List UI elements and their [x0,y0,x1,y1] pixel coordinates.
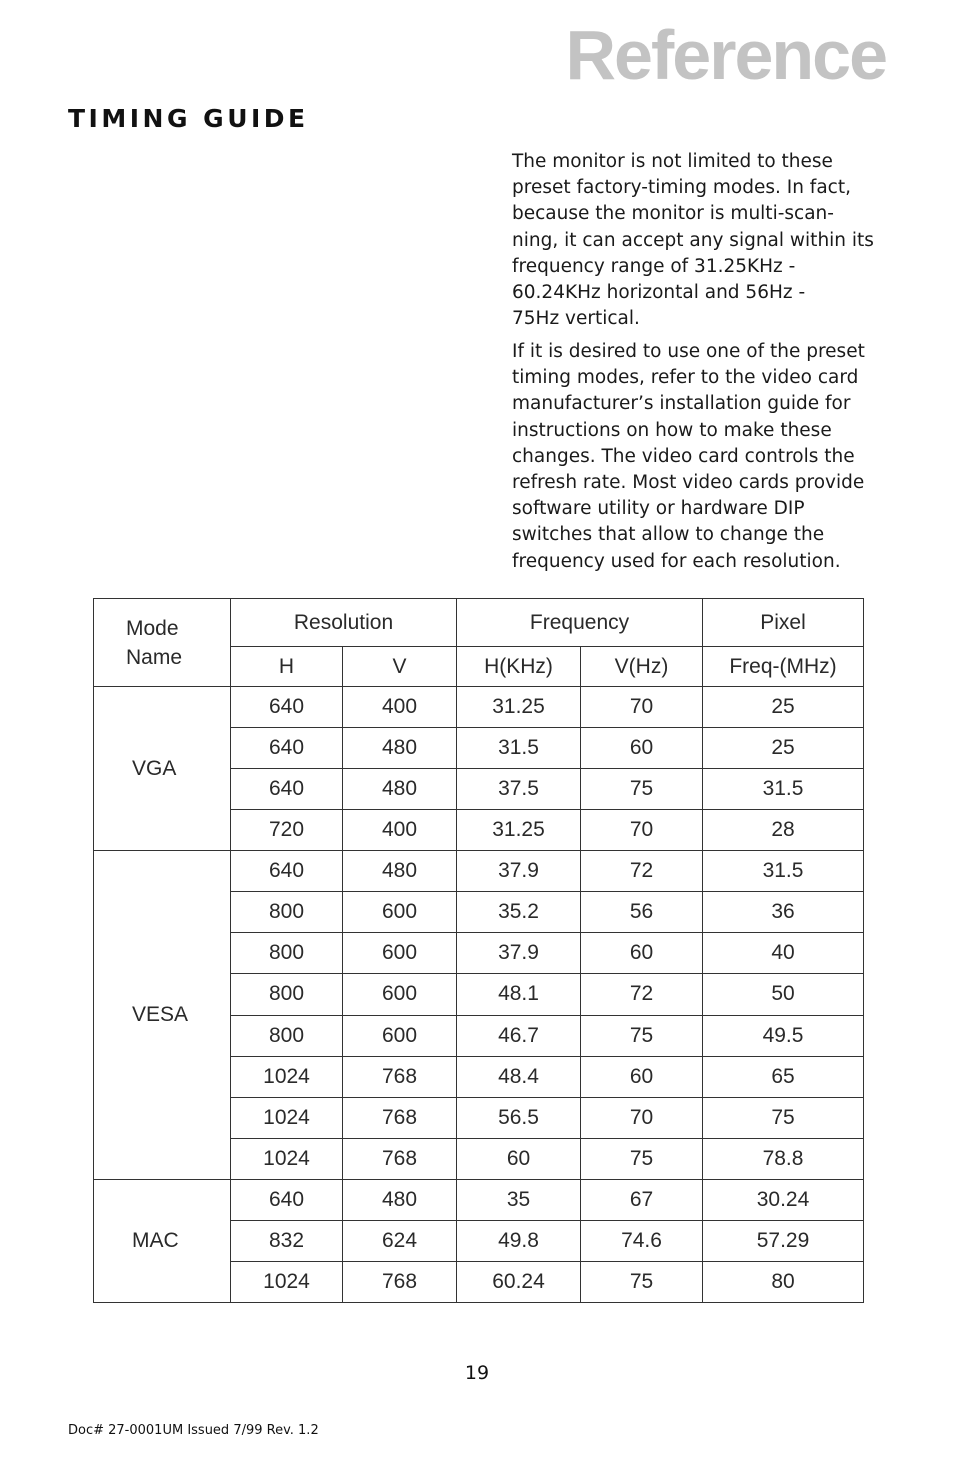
h-resolution-cell: 640 [231,769,343,810]
pixel-frequency-cell: 80 [703,1261,864,1302]
pixel-frequency-cell: 30.24 [703,1179,864,1220]
v-frequency-cell: 75 [581,1138,703,1179]
h-resolution-cell: 832 [231,1220,343,1261]
h-resolution-cell: 640 [231,851,343,892]
h-frequency-cell: 60.24 [457,1261,581,1302]
frequency-header: Frequency [457,599,703,647]
v-resolution-cell: 480 [343,851,457,892]
v-frequency-cell: 75 [581,1261,703,1302]
mode-header-line2: Name [126,645,183,669]
v-resolution-cell: 480 [343,1179,457,1220]
h-frequency-cell: 56.5 [457,1097,581,1138]
v-frequency-cell: 60 [581,1056,703,1097]
v-resolution-cell: 400 [343,810,457,851]
h-resolution-cell: 800 [231,892,343,933]
timing-table-body [94,687,864,1303]
mode-name-cell: VESA [94,851,231,1180]
resolution-header: Resolution [231,599,457,647]
intro-paragraph: The monitor is not limited to these preset factory-timing modes. In fact, because the monitor is multi-scan- ning, it can accept any signal within its frequency range of 31.25KHz - 60.24KHz horizontal and 56Hz - 75Hz vertical. [512,151,874,330]
h-frequency-cell: 35 [457,1179,581,1220]
v-frequency-cell: 67 [581,1179,703,1220]
v-frequency-cell: 72 [581,974,703,1015]
pixel-frequency-cell: 36 [703,892,864,933]
h-frequency-cell: 46.7 [457,1015,581,1056]
h-frequency-cell: 31.5 [457,728,581,769]
h-resolution-cell: 640 [231,687,343,728]
h-resolution-cell: 1024 [231,1261,343,1302]
h-frequency-cell: 49.8 [457,1220,581,1261]
mode-name-cell: MAC [94,1179,231,1302]
v-resolution-cell: 768 [343,1097,457,1138]
pixel-frequency-cell: 49.5 [703,1015,864,1056]
h-resolution-cell: 1024 [231,1097,343,1138]
v-frequency-cell: 75 [581,769,703,810]
page-header-reference: Reference [565,16,886,94]
h-frequency-cell: 48.4 [457,1056,581,1097]
v-resolution-cell: 768 [343,1138,457,1179]
mode-name-cell: VGA [94,687,231,851]
pixel-frequency-cell: 25 [703,728,864,769]
v-resolution-cell: 768 [343,1056,457,1097]
h-resolution-cell: 1024 [231,1056,343,1097]
document-info: Doc# 27-0001UM Issued 7/99 Rev. 1.2 [68,1423,319,1438]
h-resolution-cell: 720 [231,810,343,851]
h-frequency-cell: 37.5 [457,769,581,810]
h-frequency-cell: 31.25 [457,687,581,728]
section-title: TIMING GUIDE [68,104,309,133]
pixel-frequency-header: Freq-(MHz) [703,647,864,687]
pixel-frequency-cell: 57.29 [703,1220,864,1261]
page-number: 19 [464,1362,490,1384]
h-frequency-cell: 37.9 [457,933,581,974]
v-resolution-cell: 600 [343,974,457,1015]
v-frequency-cell: 70 [581,1097,703,1138]
mode-header-line1: Mode [126,616,179,640]
v-frequency-cell: 75 [581,1015,703,1056]
pixel-header: Pixel [703,599,864,647]
h-resolution-header: H [231,647,343,687]
h-frequency-cell: 37.9 [457,851,581,892]
pixel-frequency-cell: 40 [703,933,864,974]
h-frequency-cell: 35.2 [457,892,581,933]
h-resolution-cell: 1024 [231,1138,343,1179]
v-resolution-cell: 400 [343,687,457,728]
v-resolution-header: V [343,647,457,687]
table-row [94,1179,864,1220]
v-resolution-cell: 600 [343,933,457,974]
v-resolution-cell: 600 [343,1015,457,1056]
pixel-frequency-cell: 50 [703,974,864,1015]
v-resolution-cell: 624 [343,1220,457,1261]
v-frequency-cell: 72 [581,851,703,892]
mode-name-header [94,599,231,687]
timing-table [93,598,864,1303]
h-frequency-header: H(KHz) [457,647,581,687]
h-frequency-cell: 60 [457,1138,581,1179]
h-frequency-cell: 48.1 [457,974,581,1015]
v-frequency-cell: 60 [581,728,703,769]
table-row [94,687,864,728]
v-frequency-cell: 60 [581,933,703,974]
h-frequency-cell: 31.25 [457,810,581,851]
v-frequency-cell: 74.6 [581,1220,703,1261]
instructions-paragraph: If it is desired to use one of the preset timing modes, refer to the video card manufacturer’s installation guide for instructions on how to make these changes. The video card controls the refresh rate. Most video cards provide software utility or hardware DIP switches that allow to change the frequency used for each resolution. [512,341,865,572]
pixel-frequency-cell: 65 [703,1056,864,1097]
pixel-frequency-cell: 31.5 [703,769,864,810]
table-row [94,851,864,892]
v-resolution-cell: 600 [343,892,457,933]
v-resolution-cell: 768 [343,1261,457,1302]
v-frequency-header: V(Hz) [581,647,703,687]
h-resolution-cell: 640 [231,1179,343,1220]
pixel-frequency-cell: 78.8 [703,1138,864,1179]
pixel-frequency-cell: 28 [703,810,864,851]
pixel-frequency-cell: 25 [703,687,864,728]
h-resolution-cell: 800 [231,933,343,974]
h-resolution-cell: 800 [231,974,343,1015]
h-resolution-cell: 800 [231,1015,343,1056]
v-frequency-cell: 70 [581,810,703,851]
v-resolution-cell: 480 [343,728,457,769]
v-frequency-cell: 56 [581,892,703,933]
pixel-frequency-cell: 75 [703,1097,864,1138]
v-resolution-cell: 480 [343,769,457,810]
v-frequency-cell: 70 [581,687,703,728]
pixel-frequency-cell: 31.5 [703,851,864,892]
h-resolution-cell: 640 [231,728,343,769]
